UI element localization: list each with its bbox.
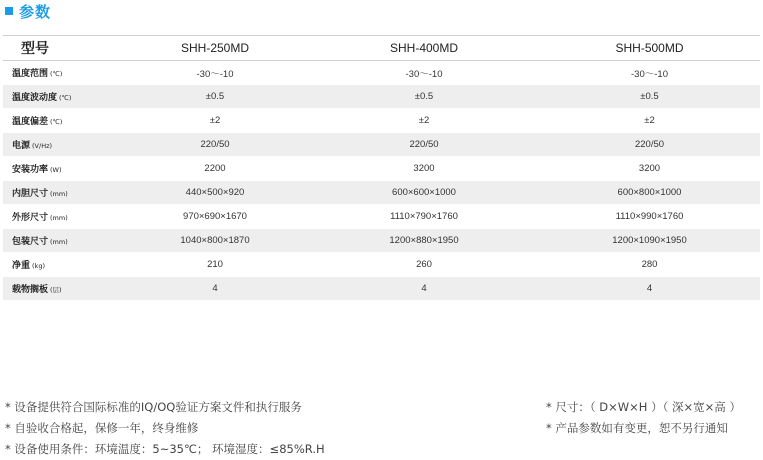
table-cell: 600×600×1000 bbox=[309, 181, 539, 205]
row-label bbox=[3, 157, 121, 181]
row-label bbox=[3, 109, 121, 133]
notes-right bbox=[546, 397, 741, 439]
table-row bbox=[3, 109, 760, 133]
row-unit: (W) bbox=[50, 166, 62, 174]
table-cell: 1040×800×1870 bbox=[121, 229, 309, 253]
row-unit: (mm) bbox=[50, 190, 68, 198]
column-header: SHH-500MD bbox=[539, 36, 760, 61]
table-cell: 210 bbox=[121, 253, 309, 277]
note: * 自验收合格起，保修一年，终身维修 bbox=[5, 421, 199, 435]
row-label-text: 内胆尺寸 bbox=[12, 189, 49, 199]
table-cell: 2200 bbox=[121, 157, 309, 181]
row-unit: (℃) bbox=[59, 94, 72, 102]
table-cell: 970×690×1670 bbox=[121, 205, 309, 229]
table-row bbox=[3, 181, 760, 205]
table-cell: ±0.5 bbox=[539, 85, 760, 109]
row-unit: (mm) bbox=[50, 238, 68, 246]
table-cell: 260 bbox=[309, 253, 539, 277]
table-header-row bbox=[3, 36, 760, 61]
row-unit: (层) bbox=[50, 286, 62, 294]
table-cell: 1200×1090×1950 bbox=[539, 229, 760, 253]
row-label-text: 载物搁板 bbox=[12, 285, 49, 295]
table-cell: 1110×790×1760 bbox=[309, 205, 539, 229]
row-label bbox=[3, 61, 121, 85]
row-label bbox=[3, 133, 121, 157]
section-title: 参数 bbox=[19, 2, 52, 21]
row-label bbox=[3, 277, 121, 301]
table-cell: ±0.5 bbox=[121, 85, 309, 109]
table-cell: 3200 bbox=[309, 157, 539, 181]
table-cell: ±2 bbox=[539, 109, 760, 133]
column-header-model: 型号 bbox=[3, 36, 121, 61]
row-label bbox=[3, 85, 121, 109]
row-label bbox=[3, 181, 121, 205]
row-unit: (℃) bbox=[50, 118, 63, 126]
row-unit: (mm) bbox=[50, 214, 68, 222]
column-header: SHH-250MD bbox=[121, 36, 309, 61]
table-row bbox=[3, 133, 760, 157]
row-label-text: 净重 bbox=[12, 261, 31, 271]
row-label-text: 安装功率 bbox=[12, 165, 49, 175]
note: * 设备提供符合国际标准的IQ/OQ验证方案文件和执行服务 bbox=[5, 400, 302, 414]
table-cell: -30～-10 bbox=[121, 61, 309, 85]
table-row bbox=[3, 85, 760, 109]
spec-table bbox=[3, 35, 760, 301]
notes-left bbox=[5, 397, 325, 460]
table-cell: ±2 bbox=[309, 109, 539, 133]
row-unit: (V/Hz) bbox=[32, 142, 53, 150]
row-label-text: 温度范围 bbox=[12, 69, 49, 79]
table-cell: 3200 bbox=[539, 157, 760, 181]
table-cell: 4 bbox=[121, 277, 309, 301]
table-cell: ±0.5 bbox=[309, 85, 539, 109]
row-label-text: 温度波动度 bbox=[12, 93, 58, 103]
table-cell: 600×800×1000 bbox=[539, 181, 760, 205]
note: * 尺寸：（ D×W×H ）（ 深×宽×高 ） bbox=[546, 400, 741, 414]
row-unit: (kg) bbox=[32, 262, 45, 270]
table-cell: 440×500×920 bbox=[121, 181, 309, 205]
row-label-text: 温度偏差 bbox=[12, 117, 49, 127]
row-label-text: 包装尺寸 bbox=[12, 237, 49, 247]
row-label bbox=[3, 253, 121, 277]
table-cell: -30～-10 bbox=[539, 61, 760, 85]
square-bullet-icon bbox=[5, 7, 13, 15]
row-label-text: 电源 bbox=[12, 141, 31, 151]
table-cell: 4 bbox=[309, 277, 539, 301]
table-row bbox=[3, 205, 760, 229]
table-cell: 280 bbox=[539, 253, 760, 277]
table-cell: 220/50 bbox=[539, 133, 760, 157]
note: * 设备使用条件：环境温度：5~35℃； 环境湿度：≤85%R.H bbox=[5, 442, 325, 456]
row-label bbox=[3, 229, 121, 253]
table-cell: 220/50 bbox=[309, 133, 539, 157]
table-row bbox=[3, 277, 760, 301]
table-cell: 220/50 bbox=[121, 133, 309, 157]
column-header: SHH-400MD bbox=[309, 36, 539, 61]
row-unit: (℃) bbox=[50, 70, 63, 78]
table-row bbox=[3, 253, 760, 277]
table-cell: 4 bbox=[539, 277, 760, 301]
table-row bbox=[3, 61, 760, 85]
table-cell: -30～-10 bbox=[309, 61, 539, 85]
table-row bbox=[3, 157, 760, 181]
row-label bbox=[3, 205, 121, 229]
table-cell: 1200×880×1950 bbox=[309, 229, 539, 253]
table-row bbox=[3, 229, 760, 253]
row-label-text: 外形尺寸 bbox=[12, 213, 49, 223]
table-cell: ±2 bbox=[121, 109, 309, 133]
table-cell: 1110×990×1760 bbox=[539, 205, 760, 229]
note: * 产品参数如有变更，恕不另行通知 bbox=[546, 421, 728, 435]
section-header bbox=[5, 0, 51, 22]
